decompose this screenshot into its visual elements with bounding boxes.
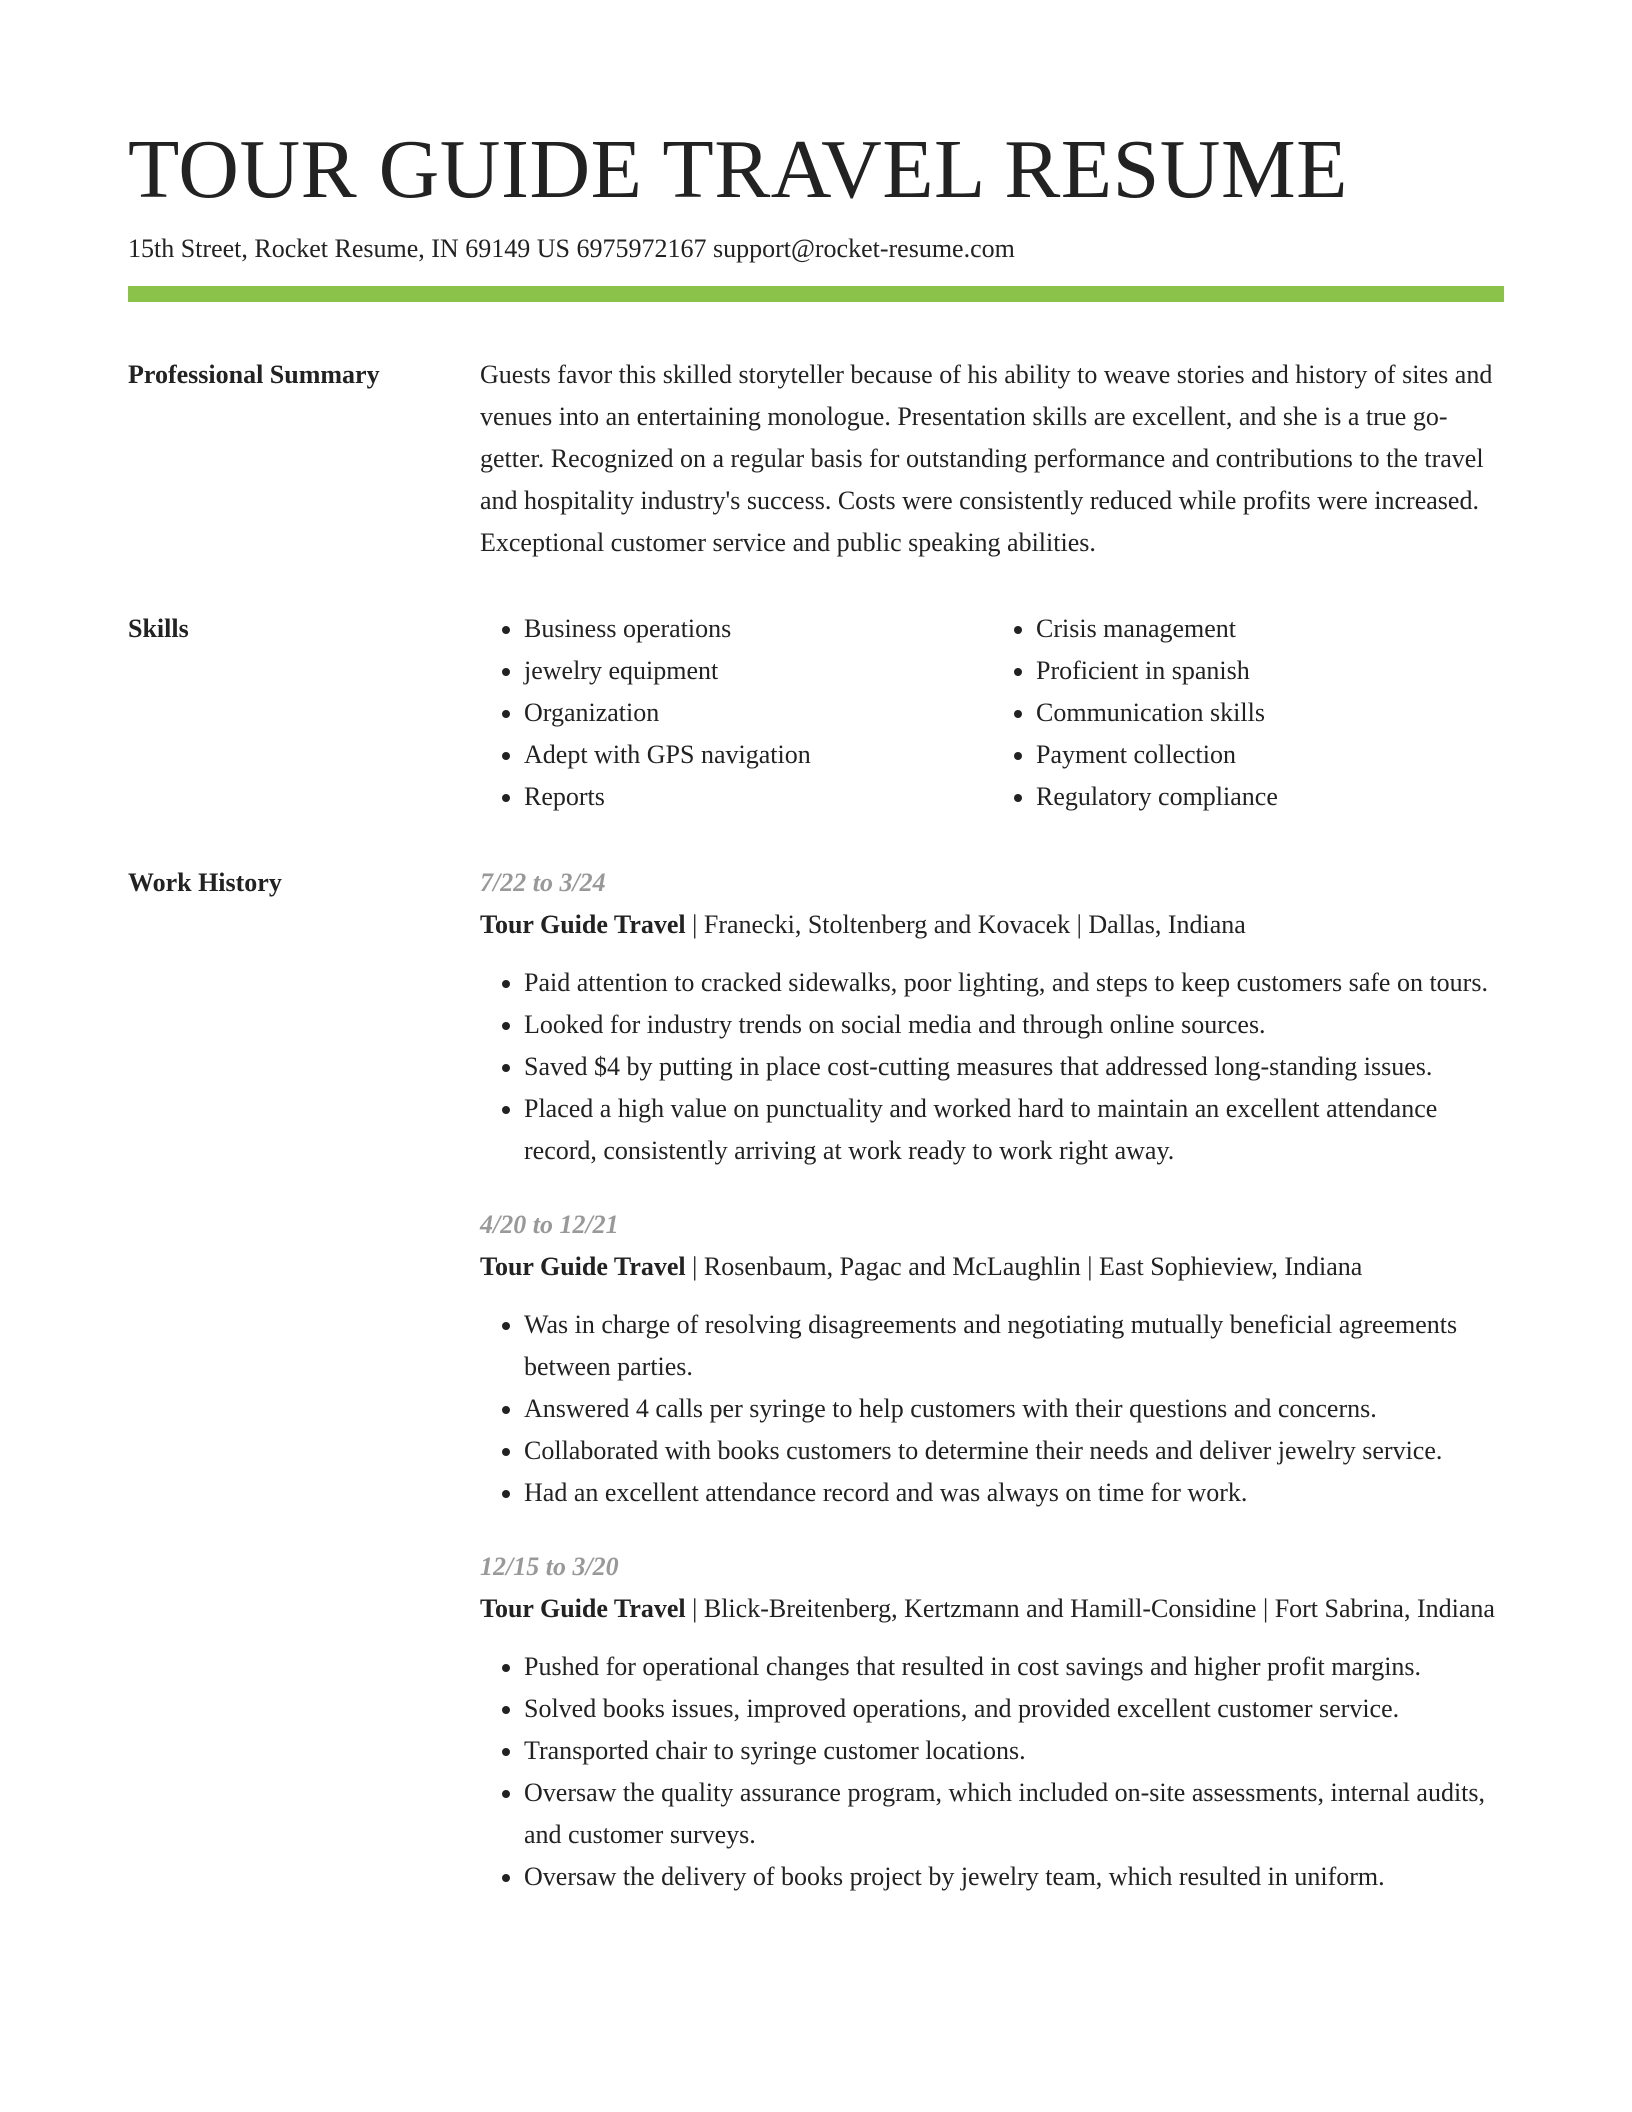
job-header: [480, 1588, 1504, 1630]
skills-list-left: [480, 608, 992, 818]
job-separator: |: [685, 1594, 704, 1623]
job-location: Dallas, Indiana: [1088, 910, 1246, 939]
job-bullet: • Pushed for operational changes that resulted in cost savings and higher profit margins.: [524, 1646, 1504, 1688]
skill-item: • Crisis management: [1036, 608, 1504, 650]
skill-item: • Payment collection: [1036, 734, 1504, 776]
job-bullet: • Transported chair to syringe customer locations.: [524, 1730, 1504, 1772]
job-separator: |: [685, 1252, 704, 1281]
job-bullets: [480, 1304, 1504, 1514]
skills-list-right: [992, 608, 1504, 818]
job-bullet: • Looked for industry trends on social media and through online sources.: [524, 1004, 1504, 1046]
skill-item: • Business operations: [524, 608, 992, 650]
job-location: East Sophieview, Indiana: [1099, 1252, 1363, 1281]
skill-item: • Proficient in spanish: [1036, 650, 1504, 692]
job-company: Franecki, Stoltenberg and Kovacek: [703, 910, 1071, 939]
summary-heading: Professional Summary: [128, 360, 380, 389]
job-bullet: • Had an excellent attendance record and was always on time for work.: [524, 1472, 1504, 1514]
job-bullet: • Paid attention to cracked sidewalks, poor lighting, and steps to keep customers safe on tours.: [524, 962, 1504, 1004]
resume-title: TOUR GUIDE TRAVEL RESUME: [128, 123, 1348, 216]
skills-section: [128, 608, 1504, 818]
job-bullets: [480, 962, 1504, 1172]
job-company: Blick-Breitenberg, Kertzmann and Hamill-Considine: [703, 1594, 1257, 1623]
job-bullet: • Solved books issues, improved operations, and provided excellent customer service.: [524, 1688, 1504, 1730]
job-entry: [480, 1204, 1504, 1514]
job-dates: 4/20 to 12/21: [480, 1210, 619, 1239]
job-location: Fort Sabrina, Indiana: [1274, 1594, 1495, 1623]
accent-divider: [128, 286, 1504, 302]
skills-body: [480, 608, 1504, 818]
job-title: Tour Guide Travel: [480, 1594, 686, 1623]
skill-item: • jewelry equipment: [524, 650, 992, 692]
job-header: [480, 904, 1504, 946]
contact-info: 15th Street, Rocket Resume, IN 69149 US 6975972167 support@rocket-resume.com: [128, 234, 1015, 263]
job-title: Tour Guide Travel: [480, 1252, 686, 1281]
summary-text: Guests favor this skilled storyteller because of his ability to weave stories and history of sites and venues into an entertaining monologue. Presentation skills are excellent, and she is a true go-getter. Recognized on a regular basis for outstanding performance and contributions to the travel and hospitality industry's success. Costs were consistently reduced while profits were increased. Exceptional customer service and public speaking abilities.: [480, 360, 1493, 557]
job-bullet: • Saved $4 by putting in place cost-cutting measures that addressed long-standing issues.: [524, 1046, 1504, 1088]
summary-section: [128, 354, 1504, 564]
skill-item: • Adept with GPS navigation: [524, 734, 992, 776]
work-history-heading: Work History: [128, 868, 282, 897]
job-separator: |: [1080, 1252, 1099, 1281]
job-separator: |: [1070, 910, 1089, 939]
skill-item: • Organization: [524, 692, 992, 734]
job-bullet: • Was in charge of resolving disagreements and negotiating mutually beneficial agreements between parties.: [524, 1304, 1504, 1388]
job-bullet: • Collaborated with books customers to determine their needs and deliver jewelry service.: [524, 1430, 1504, 1472]
job-separator: |: [685, 910, 704, 939]
job-bullet: • Answered 4 calls per syringe to help customers with their questions and concerns.: [524, 1388, 1504, 1430]
job-dates: 12/15 to 3/20: [480, 1552, 619, 1581]
job-header: [480, 1246, 1504, 1288]
job-bullet: • Placed a high value on punctuality and worked hard to maintain an excellent attendance record, consistently arriving at work ready to work right away.: [524, 1088, 1504, 1172]
job-entry: [480, 1546, 1504, 1898]
job-title: Tour Guide Travel: [480, 910, 686, 939]
job-entry: [480, 862, 1504, 1172]
job-bullet: • Oversaw the delivery of books project by jewelry team, which resulted in uniform.: [524, 1856, 1504, 1898]
job-company: Rosenbaum, Pagac and McLaughlin: [703, 1252, 1081, 1281]
summary-body: [480, 354, 1504, 564]
skill-item: • Regulatory compliance: [1036, 776, 1504, 818]
work-history-body: [480, 862, 1504, 1930]
skills-heading: Skills: [128, 614, 189, 643]
skill-item: • Reports: [524, 776, 992, 818]
skill-item: • Communication skills: [1036, 692, 1504, 734]
job-bullets: [480, 1646, 1504, 1898]
resume-page: [128, 120, 1504, 1930]
job-dates: 7/22 to 3/24: [480, 868, 606, 897]
job-bullet: • Oversaw the quality assurance program, which included on-site assessments, internal audits, and customer surveys.: [524, 1772, 1504, 1856]
job-separator: |: [1256, 1594, 1275, 1623]
work-history-section: [128, 862, 1504, 1930]
